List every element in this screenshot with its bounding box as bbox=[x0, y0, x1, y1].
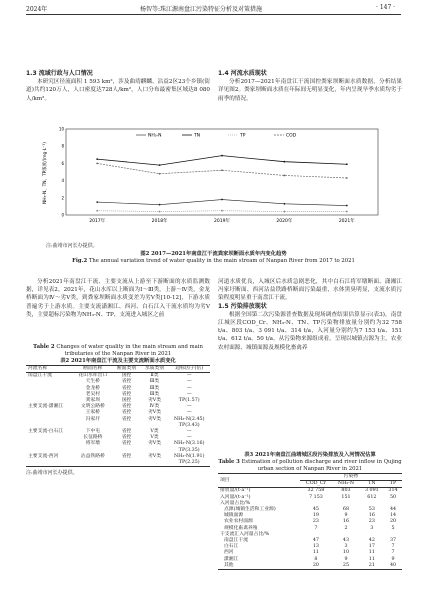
table-3-title-cn: 表3 2021年南盘江曲靖城区段污染排放及入河情况估算 bbox=[244, 452, 376, 458]
right-body bbox=[218, 278, 402, 352]
x-tick-label: 2019年 bbox=[214, 219, 230, 224]
series-line bbox=[97, 156, 347, 165]
figure-2-caption bbox=[26, 251, 401, 265]
table-cell: 白石江 bbox=[224, 544, 239, 550]
table-cell: 劣Ⅴ类 bbox=[147, 441, 161, 447]
table-cell: 劣Ⅴ类 bbox=[147, 453, 161, 459]
caption-en bbox=[26, 258, 401, 265]
table-cell: 19 bbox=[312, 513, 319, 519]
y-tick-label: 10 bbox=[58, 126, 64, 132]
table-cell: 老吴村 bbox=[85, 391, 101, 397]
page-header bbox=[0, 0, 427, 14]
y-tick-label: 4 bbox=[61, 178, 64, 184]
table-cell: 9 bbox=[344, 513, 348, 519]
table-cell: 10 bbox=[342, 550, 350, 556]
paragraph: 分析2017—2021年南盘江干流国控粪家坝断面水质数据，分析结果详见图2。粪家坝断面水质在年际间无明显变化，年内呈现旱季水质均劣于雨季的情况。 bbox=[218, 79, 402, 102]
table-cell: — bbox=[186, 373, 192, 379]
table-cell: TP(3.43) bbox=[178, 422, 200, 428]
table-cell: 劣Ⅴ类 bbox=[147, 410, 161, 416]
table-3 bbox=[218, 473, 402, 570]
table-cell: 潇湘江 bbox=[224, 556, 239, 562]
data-point bbox=[159, 173, 161, 175]
table-cell: NH₃-N(3.16) bbox=[173, 441, 205, 447]
page-number: · 147 · bbox=[376, 4, 396, 11]
table-title-en: Changes of water quality in the main stream and main tributaries of the Nanpan River in 2021 bbox=[56, 344, 203, 357]
legend-label: NH₃-N bbox=[148, 133, 162, 139]
table-cell: Ⅲ类 bbox=[149, 385, 160, 391]
data-point bbox=[346, 205, 348, 207]
data-point bbox=[284, 211, 286, 213]
table-row bbox=[218, 495, 402, 501]
table-cell: 其他 bbox=[218, 563, 300, 570]
table-cell: 23 bbox=[312, 519, 319, 525]
legend-label: TP bbox=[240, 133, 246, 139]
table-cell: 省控 bbox=[121, 453, 132, 459]
table-cell: 南盘江干流 bbox=[28, 373, 52, 379]
table-header-cell: 水质类别 bbox=[141, 366, 169, 373]
table-cell: — bbox=[186, 410, 192, 416]
data-point bbox=[284, 161, 286, 163]
table-cell: 点源(城镇生活和工业源) bbox=[224, 507, 276, 513]
x-ticks bbox=[89, 217, 355, 224]
data-point bbox=[346, 177, 348, 179]
table-cell: 主要支流-西河 bbox=[28, 453, 59, 459]
table-cell: Ⅲ类 bbox=[149, 391, 160, 397]
table-cell bbox=[113, 460, 141, 467]
table-header-row bbox=[26, 366, 210, 373]
table-cell: Ⅴ类 bbox=[150, 429, 159, 435]
table-body bbox=[26, 373, 210, 467]
table-cell: 省控 bbox=[121, 435, 132, 441]
table-cell: 16 bbox=[342, 519, 350, 525]
table-cell: 沾益铁路桥 bbox=[80, 453, 105, 459]
x-tick-label: 2017年 bbox=[89, 219, 106, 224]
data-point bbox=[221, 199, 223, 201]
table-title-en: Estimation of pollution discharge and river inflow in Qujing urban section of Nanpan River in 2021 bbox=[241, 459, 402, 472]
data-point bbox=[96, 210, 98, 212]
series-group bbox=[96, 155, 347, 213]
table-header-cell: 断面名称 bbox=[73, 366, 112, 373]
table-cell: 将军墩 bbox=[85, 441, 101, 447]
table-row bbox=[26, 460, 210, 467]
table-cell: 7 bbox=[391, 544, 395, 550]
header-rule bbox=[26, 14, 401, 15]
legend-label: TN bbox=[194, 133, 201, 139]
legend-label: COD bbox=[286, 133, 297, 139]
table-2-block bbox=[26, 344, 210, 476]
y-tick-label: 8 bbox=[61, 143, 64, 149]
table-cell: 省控 bbox=[121, 385, 132, 391]
data-point bbox=[221, 155, 223, 157]
table-cell: 40 bbox=[384, 563, 402, 570]
table-cell: 省控 bbox=[121, 410, 132, 416]
table-cell: Ⅲ类 bbox=[149, 379, 160, 385]
table-row bbox=[218, 563, 402, 570]
table-cell: 省控 bbox=[121, 416, 132, 422]
table-row bbox=[26, 373, 210, 380]
table-cell: 劣Ⅴ类 bbox=[147, 398, 161, 404]
table-cell: 16 bbox=[368, 513, 375, 519]
table-cell: 省控 bbox=[121, 404, 132, 410]
table-cell: 天生桥 bbox=[85, 379, 101, 385]
table-cell: 农业农村面源 bbox=[224, 519, 253, 525]
journal-year: 2024年 bbox=[26, 6, 48, 13]
table-cell: 粪家坝 bbox=[85, 398, 101, 404]
table-2-title-cn: 表2 2021年南盘江干流及主要支流断面水质变化 bbox=[60, 358, 176, 364]
table-header-cell: 超标因子(倍) bbox=[168, 366, 210, 373]
table-cell: 20 bbox=[300, 563, 333, 570]
table-cell: 3 bbox=[370, 525, 374, 531]
table-group-row bbox=[218, 474, 402, 481]
table-body bbox=[218, 488, 402, 570]
table-cell: 11 bbox=[312, 550, 319, 556]
table-cell: 11 bbox=[368, 550, 375, 556]
table-cell: 44 bbox=[389, 507, 397, 513]
table-cell: 省控 bbox=[121, 379, 132, 385]
section-1-4 bbox=[218, 70, 402, 103]
data-point bbox=[221, 210, 223, 212]
data-point bbox=[159, 211, 161, 213]
table-cell: TP(3.35) bbox=[178, 447, 200, 453]
table-cell: 排放量/(t·a⁻¹) bbox=[220, 488, 251, 494]
table-cell: 37 bbox=[389, 538, 397, 544]
section-heading: 1.3 流域行政与人口情况 bbox=[26, 70, 93, 77]
section-1-3 bbox=[26, 70, 210, 103]
table-cell: — bbox=[186, 429, 192, 435]
table-title-label: Table 2 bbox=[33, 344, 55, 350]
table-3-block bbox=[218, 452, 402, 570]
paragraph: 本研究区径流面积 1 593 km²，涉及曲靖麒麟、沾益2区23个乡镇(街道)共约120万人，人口密度达728人/km²，人口分布最密集区域达8 080人/km²。 bbox=[26, 79, 210, 102]
section-heading: 1.5 污染排放现状 bbox=[218, 302, 267, 310]
table-cell: Ⅱ类 bbox=[150, 373, 159, 379]
paragraph: 河道水质优良，入城区后水质急剧恶化，其中白石江将军墩断面、潇湘江冯家圩断面、西河沾益铁路桥断面污染最重，水体黑臭明显，支流水质污染程度明显重于南盘江干流。 bbox=[218, 279, 402, 302]
table-cell: 劣Ⅴ类 bbox=[147, 416, 161, 422]
table-cell: 下中屯 bbox=[85, 429, 101, 435]
paragraph: 分析2021年南盘江干流、主要支流从上游至下游断面的水质监测数据，详见表2。2021年，花山水库以上断面为Ⅰ～Ⅲ类，上游～Ⅳ类，金龙桥断面为Ⅳ～劣Ⅴ类，到粪家坝断面水质变差为劣Ⅴ类[10-12]，下游水质普遍劣于上游水质。主要支流潇湘江、西河、白石江入干流水质均为劣Ⅴ类，主要超标污染物为NH₃-N、TP，支流进入城区之前 bbox=[26, 279, 210, 318]
data-point bbox=[221, 169, 223, 171]
table-cell: 9 bbox=[344, 556, 348, 562]
table-cell: 南盘江干流 bbox=[224, 538, 248, 544]
x-tick-label: 2018年 bbox=[151, 219, 168, 224]
table-header-cell: TN bbox=[360, 481, 384, 488]
y-axis-label: NH₃-N、TN、TP浓度/(mg·L⁻¹) bbox=[43, 142, 48, 204]
table-cell bbox=[26, 460, 73, 467]
caption-cn: 图2 2017—2021年南盘江干流粪家坝断面水质年内变化趋势 bbox=[140, 251, 287, 257]
caption-en-text: The annual variation trend of water quality in the main stream of Nanpan River from 2017 to 2021 bbox=[88, 258, 355, 264]
table-cell: 803 bbox=[341, 488, 351, 494]
table-header-cell: COD_Cr bbox=[300, 481, 333, 488]
table-cell: 主要支流-潇湘江 bbox=[28, 404, 64, 410]
table-cell: 西河 bbox=[224, 550, 234, 556]
data-point bbox=[159, 204, 161, 206]
table-cell: Ⅴ类 bbox=[150, 435, 159, 441]
table-cell: NH₃-N(2.45) bbox=[173, 416, 205, 422]
running-title: 杨智等:珠江源南盘江污染特征分析及对策措施 bbox=[140, 6, 263, 13]
table-cell: — bbox=[186, 379, 192, 385]
table-cell: 151 bbox=[341, 494, 351, 500]
table-cell: 47 bbox=[312, 538, 319, 544]
table-cell: NH₃-N(1.91) bbox=[173, 453, 205, 459]
table-cell: 43 bbox=[342, 538, 350, 544]
table-cell: 14 bbox=[389, 513, 397, 519]
table-2-title-en bbox=[26, 344, 210, 358]
table-cell: 3 bbox=[344, 544, 348, 550]
table-cell: 50 bbox=[389, 494, 397, 500]
table-cell: 省控 bbox=[121, 441, 132, 447]
left-body bbox=[26, 278, 210, 319]
table-cell: 规模化畜禽养殖 bbox=[224, 525, 258, 531]
table-cell: 冯家圩 bbox=[85, 416, 101, 422]
table-cell: 长征路桥 bbox=[83, 435, 103, 441]
table-cell: 国控 bbox=[121, 398, 132, 404]
table-cell: 城镇面源 bbox=[224, 513, 244, 519]
series-line bbox=[97, 200, 347, 206]
table-cell: 入河量占比/% bbox=[220, 500, 251, 506]
data-point bbox=[284, 203, 286, 205]
figure-note: 注:曲靖市河长办提供。 bbox=[46, 243, 98, 249]
table-cell: 2 bbox=[344, 525, 348, 531]
table-cell: 文明公路桥 bbox=[80, 404, 105, 410]
table-row bbox=[218, 488, 402, 495]
table-header-cell: 河流名称 bbox=[26, 366, 73, 373]
table-cell bbox=[73, 460, 112, 467]
table-cell: 干支流汇入河量占比/% bbox=[220, 531, 270, 537]
table-cell: 5 bbox=[391, 525, 395, 531]
table-cell: 9 bbox=[391, 556, 395, 562]
figure-2 bbox=[40, 125, 385, 235]
table-cell: 314 bbox=[388, 488, 398, 494]
table-cell: — bbox=[186, 391, 192, 397]
table-cell: Ⅳ类 bbox=[149, 404, 160, 410]
data-point bbox=[284, 175, 286, 177]
section-heading: 1.4 河流水质现状 bbox=[218, 70, 267, 77]
table-cell: 21 bbox=[360, 563, 384, 570]
y-tick-label: 6 bbox=[61, 160, 64, 166]
table-cell: 王家桥 bbox=[85, 410, 101, 416]
table-cell: 金龙桥 bbox=[85, 385, 101, 391]
table-cell bbox=[141, 460, 169, 467]
table-header-cell: 断面类别 bbox=[113, 366, 141, 373]
table-cell: TP(1.57) bbox=[178, 398, 200, 404]
table-cell: 13 bbox=[312, 544, 319, 550]
y-tick-label: 2 bbox=[61, 195, 64, 201]
y-tick-label: 0 bbox=[61, 212, 64, 218]
table-cell: 8 bbox=[314, 556, 318, 562]
table-cell: 32 758 bbox=[307, 488, 325, 494]
table-header-cell: NH₃-N bbox=[332, 481, 360, 488]
table-cell: 省控 bbox=[121, 391, 132, 397]
table-cell: — bbox=[186, 385, 192, 391]
table-header-cell: 项目 bbox=[218, 474, 300, 488]
table-cell: 42 bbox=[368, 538, 375, 544]
data-point bbox=[96, 163, 98, 165]
table-cell: 7 bbox=[314, 525, 318, 531]
table-cell: — bbox=[186, 435, 192, 441]
table-cell: 省控 bbox=[121, 429, 132, 435]
table-title-label: Table 3 bbox=[218, 459, 240, 465]
table-cell: 53 bbox=[368, 507, 375, 513]
table-cell: 入河量/(t·a⁻¹) bbox=[220, 494, 251, 500]
table-3-title-en bbox=[218, 459, 402, 473]
table-cell: 国控 bbox=[121, 373, 132, 379]
data-point bbox=[159, 164, 161, 166]
table-cell: 11 bbox=[368, 556, 375, 562]
data-point bbox=[346, 163, 348, 165]
table-cell: 612 bbox=[367, 494, 377, 500]
plot-frame bbox=[66, 129, 378, 215]
table-cell: 7 bbox=[391, 550, 395, 556]
table-group-header: 污染物 bbox=[300, 474, 402, 481]
table-cell: 68 bbox=[342, 507, 350, 513]
table-cell: 20 bbox=[389, 519, 397, 525]
caption-en-label: Fig.2 bbox=[72, 258, 88, 264]
data-point bbox=[96, 158, 98, 160]
table-cell: 7 153 bbox=[309, 494, 323, 500]
table-cell: 3 091 bbox=[364, 488, 379, 494]
table-2 bbox=[26, 365, 210, 467]
y-ticks bbox=[59, 127, 65, 218]
table-cell: TP(2.25) bbox=[168, 460, 210, 467]
data-point bbox=[346, 211, 348, 213]
x-tick-label: 2020年 bbox=[276, 219, 293, 224]
line-chart bbox=[40, 125, 385, 235]
paragraph: 根据全国第二次污染源普查数据及现场调查结果估算显示(表3)，南盘江城区段COD_Cr、NH₃-N、TN、TP污染物排放量分别约为32 758 t/a、803 t/a、3 091 t/a、314 t/a，入河量分别约为7 153 t/a、151 t/a、612 t/a、50 t/a。从污染物来源组成看，呈现以城镇点源为主，农业农村面源、城镇面源及规模化畜禽养 bbox=[218, 311, 402, 351]
table-cell: 花山水库出口 bbox=[78, 373, 108, 379]
table-note: 注:曲靖市河长办提供。 bbox=[26, 470, 78, 477]
table-header-cell: TP bbox=[384, 481, 402, 488]
table-cell: 23 bbox=[368, 519, 375, 525]
table-cell: 17 bbox=[368, 544, 375, 550]
legend bbox=[136, 133, 297, 139]
x-tick-label: 2021年 bbox=[338, 219, 355, 224]
data-point bbox=[96, 201, 98, 203]
table-cell: 45 bbox=[312, 507, 319, 513]
table-cell: 主要支流-白石江 bbox=[28, 429, 64, 435]
table-cell: — bbox=[186, 404, 192, 410]
table-cell: 25 bbox=[332, 563, 360, 570]
